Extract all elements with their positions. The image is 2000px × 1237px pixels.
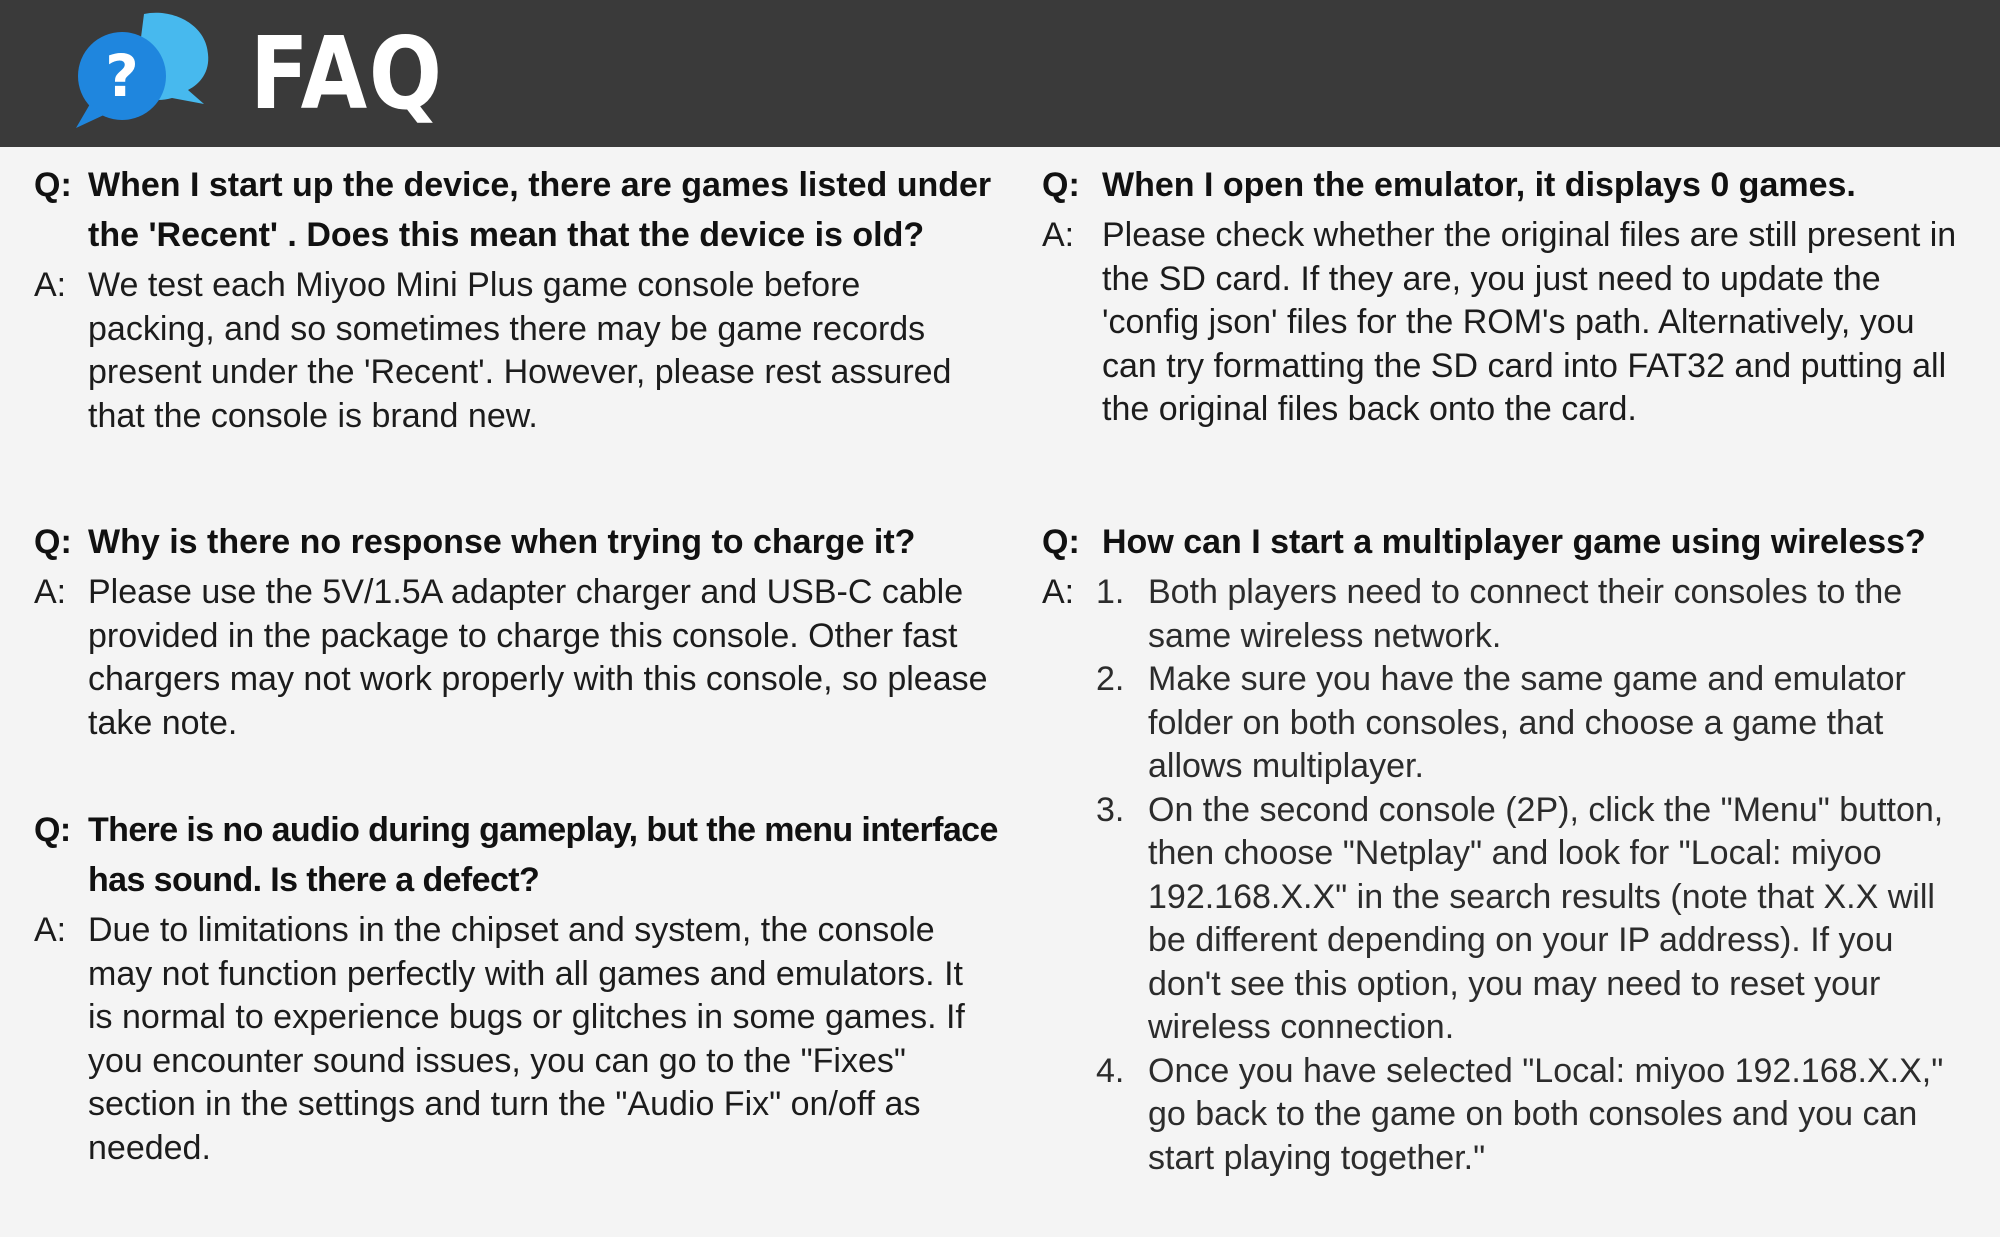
- question-speech-bubbles-icon: [72, 6, 212, 132]
- a-prefix: A:: [1042, 216, 1075, 254]
- q-prefix: Q:: [1042, 523, 1080, 561]
- a-prefix: A:: [34, 266, 67, 304]
- question: [34, 160, 994, 260]
- step-number: 2.: [1096, 660, 1125, 698]
- answer-text: Please use the 5V/1.5A adapter charger and USB-C cable provided in the package to charge this console. Other fast chargers may not work properly with this console, so please take note.: [88, 573, 988, 742]
- step-item: [1096, 571, 1966, 658]
- faq-item-audio: [34, 805, 1034, 1170]
- step-item: [1096, 789, 1966, 1050]
- step-number: 3.: [1096, 790, 1125, 829]
- q-prefix: Q:: [34, 811, 71, 849]
- step-item: [1096, 658, 1966, 789]
- question: [34, 805, 1034, 905]
- answer: [1042, 571, 1966, 1180]
- step-text: Make sure you have the same game and emulator folder on both consoles, and choose a game that allows multiplayer.: [1148, 660, 1906, 785]
- answer-text: Please check whether the original files are still present in the SD card. If they are, you just need to update the 'config json' files for the ROM's path. Alternatively, you can try formatting the SD card into FAT32 and putting all the original files back onto the card.: [1102, 216, 1957, 428]
- q-prefix: Q:: [34, 523, 72, 561]
- step-text: Both players need to connect their consoles to the same wireless network.: [1148, 573, 1903, 655]
- question: [1042, 160, 1966, 210]
- question-text: Why is there no response when trying to charge it?: [88, 523, 916, 561]
- step-text: On the second console (2P), click the "Menu" button, then choose "Netplay" and look for "Local: miyoo 192.168.X.X" in the search results (note that X.X will be different depending on your IP address). If you don't see this option, you may need to reset your wireless connection.: [1148, 790, 1944, 1046]
- faq-item-multiplayer: [1042, 517, 1966, 1180]
- answer-text: We test each Miyoo Mini Plus game console before packing, and so sometimes there may be game records present under the 'Recent'. However, please rest assured that the console is brand new.: [88, 266, 952, 435]
- a-prefix: A:: [34, 573, 67, 611]
- q-prefix: Q:: [1042, 166, 1080, 204]
- question-text: When I start up the device, there are games listed under the 'Recent' . Does this mean that the device is old?: [88, 166, 992, 254]
- q-prefix: Q:: [34, 166, 72, 204]
- faq-item-zero-games: [1042, 160, 1966, 432]
- question-text: How can I start a multiplayer game using wireless?: [1102, 523, 1926, 561]
- step-number: 1.: [1096, 573, 1125, 611]
- faq-header: [0, 0, 2000, 147]
- answer: [34, 264, 994, 438]
- question: [1042, 517, 1966, 567]
- question: [34, 517, 994, 567]
- a-prefix: A:: [1042, 573, 1075, 611]
- question-text: When I open the emulator, it displays 0 games.: [1102, 166, 1856, 204]
- steps-list: [1096, 571, 1966, 1180]
- answer: [34, 571, 994, 745]
- page-title: FAQ: [250, 15, 444, 132]
- answer: [1042, 214, 1966, 432]
- answer: [34, 909, 994, 1170]
- question-text: There is no audio during gameplay, but the menu interface has sound. Is there a defect?: [88, 811, 998, 899]
- step-item: [1096, 1050, 1966, 1181]
- svg-text:?: ?: [105, 42, 139, 110]
- faq-item-recent-games: [34, 160, 994, 438]
- step-text: Once you have selected "Local: miyoo 192.168.X.X," go back to the game on both consoles and you can start playing together.": [1148, 1051, 1944, 1177]
- answer-text: Due to limitations in the chipset and system, the console may not function perfectly with all games and emulators. It is normal to experience bugs or glitches in some games. If you encounter sound issues, you can go to the "Fixes" section in the settings and turn the "Audio Fix" on/off as needed.: [88, 911, 965, 1167]
- step-number: 4.: [1096, 1051, 1125, 1090]
- faq-item-charging: [34, 517, 994, 745]
- a-prefix: A:: [34, 911, 67, 949]
